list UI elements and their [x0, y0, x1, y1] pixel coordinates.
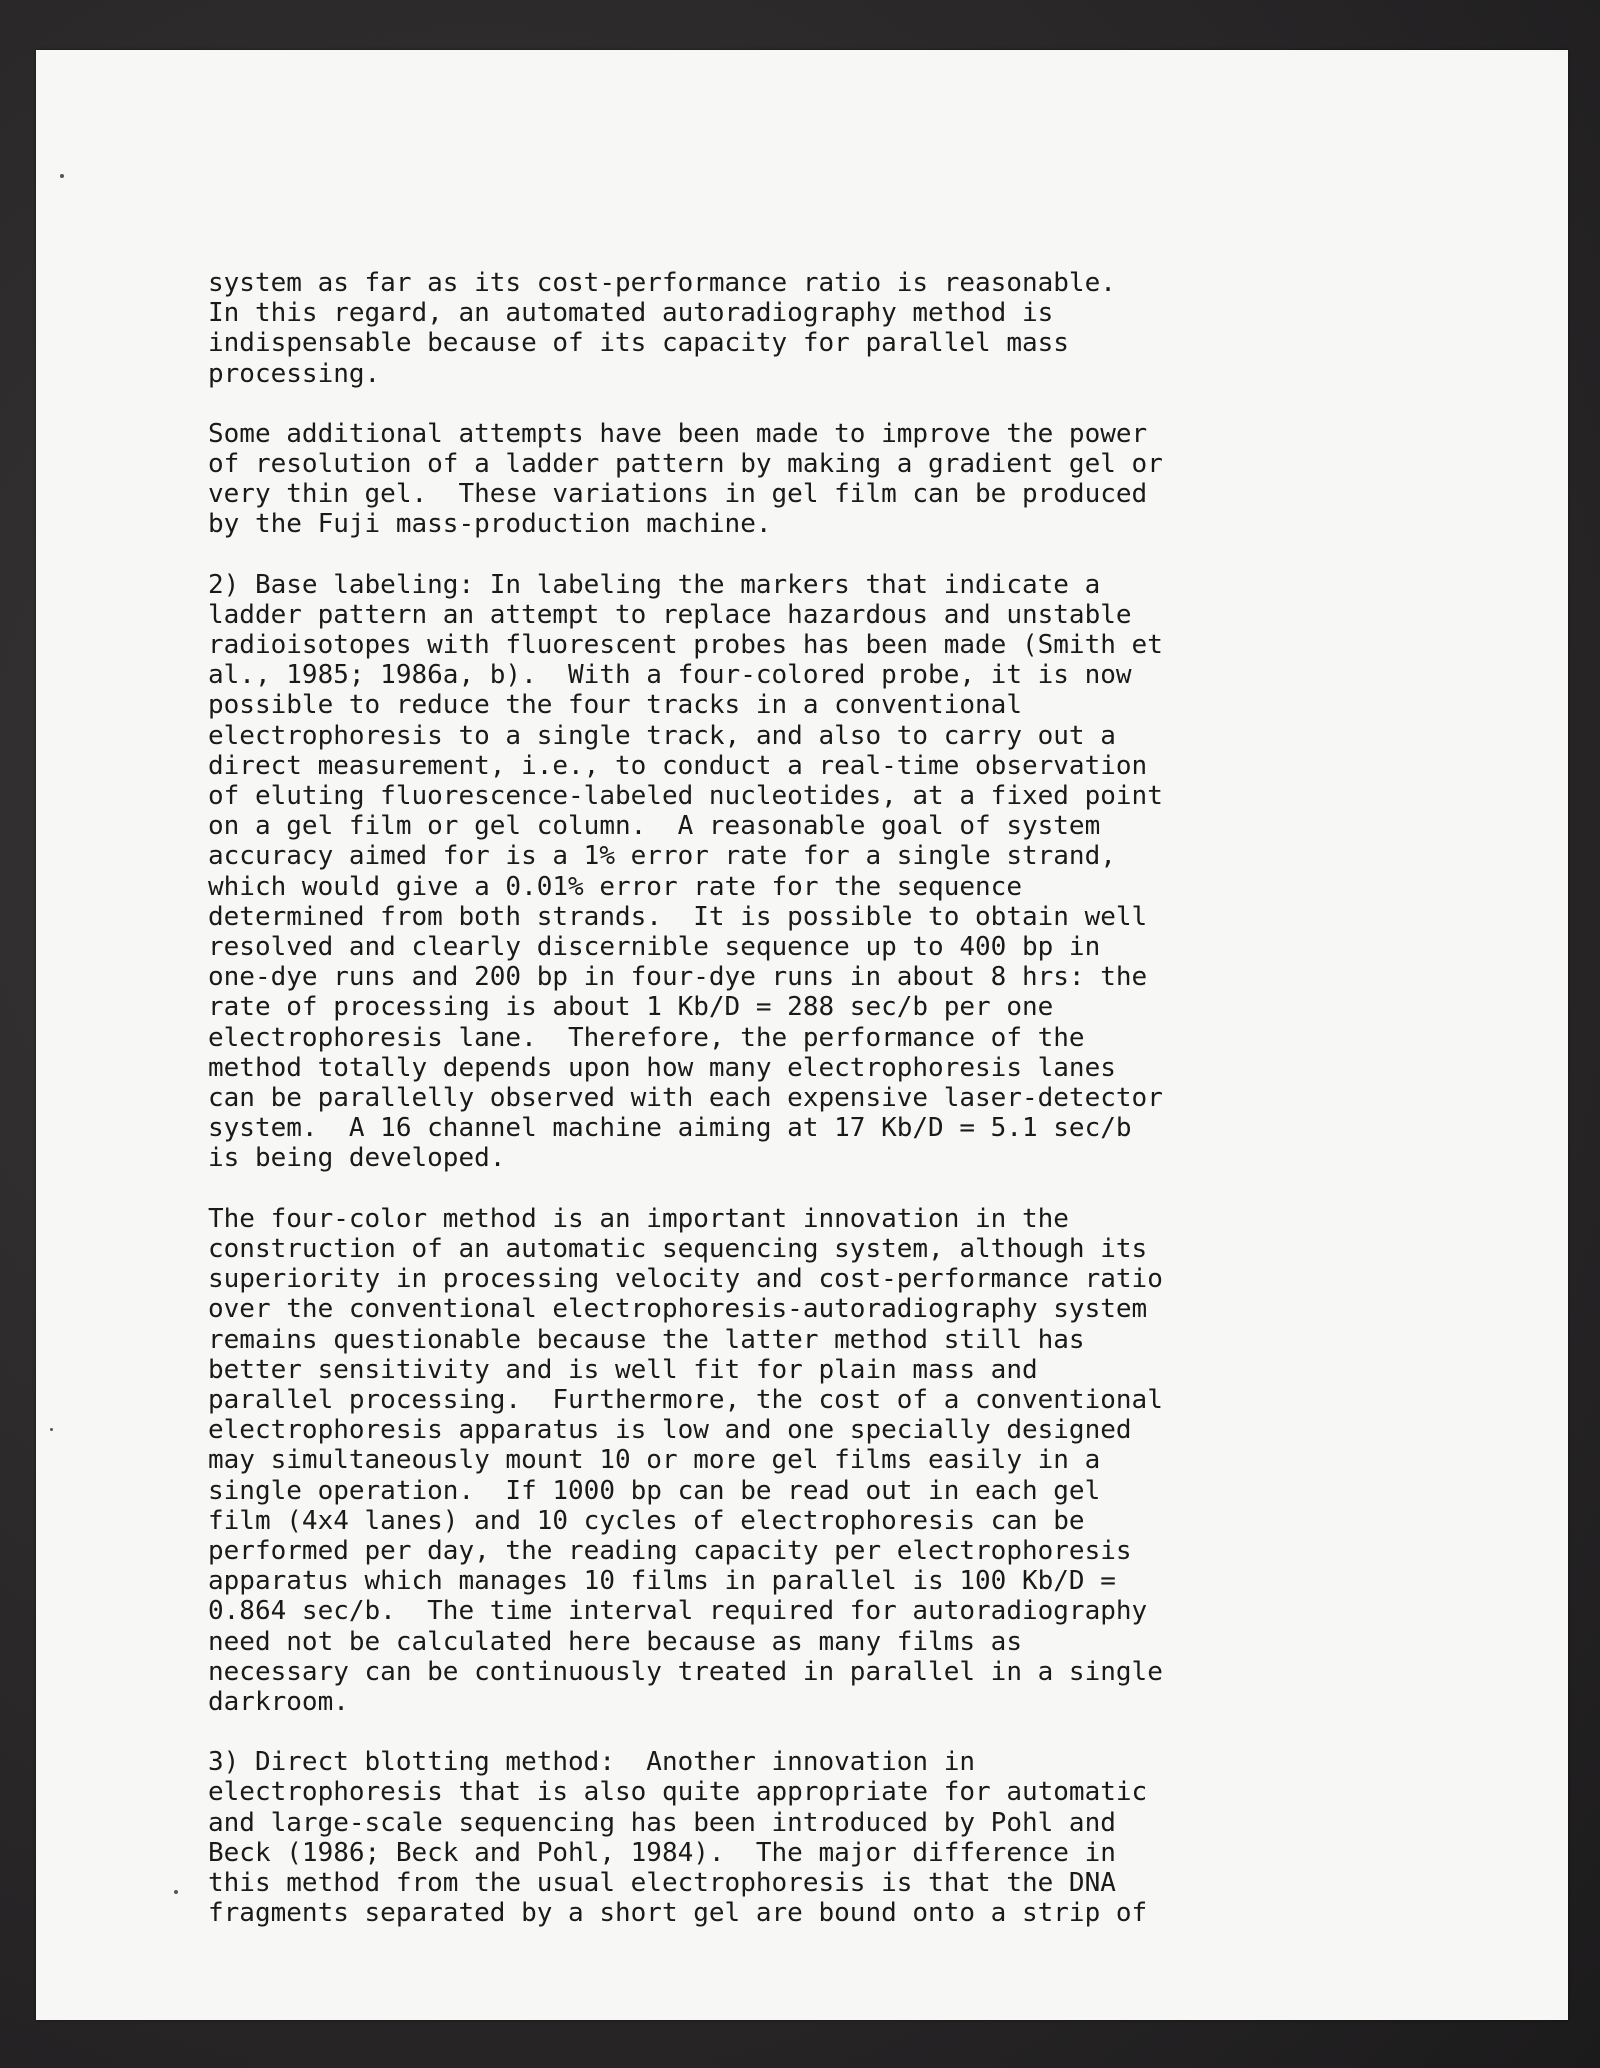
text-line: fragments separated by a short gel are bound onto a strip of [208, 1898, 1148, 1929]
text-line: The four-color method is an important innovation in the [208, 1203, 1069, 1234]
text-line: on a gel film or gel column. A reasonable goal of system [208, 811, 1101, 842]
text-line: need not be calculated here because as many films as [208, 1626, 1022, 1657]
paper-speck [50, 1428, 53, 1431]
text-line: parallel processing. Furthermore, the cost of a conventional [208, 1384, 1163, 1415]
text-line: Some additional attempts have been made to improve the power [208, 418, 1148, 449]
paper-speck [60, 174, 64, 178]
text-line: of eluting fluorescence-labeled nucleotides, at a fixed point [208, 781, 1163, 812]
text-line: 0.864 sec/b. The time interval required for autoradiography [208, 1596, 1148, 1627]
text-line: accuracy aimed for is a 1% error rate for a single strand, [208, 841, 1116, 872]
text-line: darkroom. [208, 1686, 349, 1717]
text-line: performed per day, the reading capacity per electrophoresis [208, 1535, 1132, 1566]
text-line: is being developed. [208, 1143, 506, 1174]
text-line: 2) Base labeling: In labeling the markers that indicate a [208, 569, 1101, 600]
text-line: electrophoresis apparatus is low and one specially designed [208, 1415, 1132, 1446]
text-line: electrophoresis that is also quite appropriate for automatic [208, 1777, 1148, 1808]
text-line: by the Fuji mass-production machine. [208, 509, 772, 540]
text-line: over the conventional electrophoresis-autoradiography system [208, 1294, 1148, 1325]
text-line: and large-scale sequencing has been introduced by Pohl and [208, 1807, 1116, 1838]
text-line: this method from the usual electrophoresis is that the DNA [208, 1867, 1116, 1898]
text-line: ladder pattern an attempt to replace hazardous and unstable [208, 599, 1132, 630]
text-line: possible to reduce the four tracks in a conventional [208, 690, 1022, 721]
text-line: necessary can be continuously treated in parallel in a single [208, 1656, 1163, 1687]
text-line: electrophoresis lane. Therefore, the performance of the [208, 1022, 1085, 1053]
text-line: very thin gel. These variations in gel film can be produced [208, 479, 1148, 510]
text-line: of resolution of a ladder pattern by making a gradient gel or [208, 449, 1163, 480]
paragraph [208, 1747, 1338, 1928]
text-line: single operation. If 1000 bp can be read out in each gel [208, 1475, 1101, 1506]
body-text [208, 268, 1338, 1958]
text-line: determined from both strands. It is possible to obtain well [208, 901, 1148, 932]
text-line: can be parallelly observed with each expensive laser-detector [208, 1083, 1163, 1114]
text-line: radioisotopes with fluorescent probes has been made (Smith et [208, 630, 1163, 661]
text-line: al., 1985; 1986a, b). With a four-colored probe, it is now [208, 660, 1132, 691]
text-line: system as far as its cost-performance ratio is reasonable. [208, 268, 1116, 298]
text-line: In this regard, an automated autoradiography method is [208, 298, 1054, 329]
text-line: one-dye runs and 200 bp in four-dye runs in about 8 hrs: the [208, 962, 1148, 993]
text-line: better sensitivity and is well fit for plain mass and [208, 1354, 1038, 1385]
text-line: method totally depends upon how many electrophoresis lanes [208, 1052, 1116, 1083]
text-line: direct measurement, i.e., to conduct a real-time observation [208, 750, 1148, 781]
text-line: remains questionable because the latter method still has [208, 1324, 1085, 1355]
text-line: which would give a 0.01% error rate for the sequence [208, 871, 1022, 902]
text-line: indispensable because of its capacity for parallel mass [208, 328, 1069, 359]
text-line: resolved and clearly discernible sequence up to 400 bp in [208, 932, 1101, 963]
paragraph [208, 1204, 1338, 1717]
text-line: Beck (1986; Beck and Pohl, 1984). The major difference in [208, 1837, 1116, 1868]
text-line: construction of an automatic sequencing system, although its [208, 1233, 1148, 1264]
paragraph [208, 419, 1338, 540]
text-line: rate of processing is about 1 Kb/D = 288 sec/b per one [208, 992, 1054, 1023]
text-line: apparatus which manages 10 films in parallel is 100 Kb/D = [208, 1566, 1116, 1597]
text-line: film (4x4 lanes) and 10 cycles of electrophoresis can be [208, 1505, 1085, 1536]
text-line: may simultaneously mount 10 or more gel films easily in a [208, 1445, 1101, 1476]
paper-speck [174, 1890, 178, 1894]
text-line: processing. [208, 358, 381, 389]
text-line: superiority in processing velocity and cost-performance ratio [208, 1264, 1163, 1295]
paragraph [208, 268, 1338, 389]
text-line: system. A 16 channel machine aiming at 17 Kb/D = 5.1 sec/b [208, 1113, 1132, 1144]
text-line: 3) Direct blotting method: Another innovation in [208, 1747, 976, 1778]
text-line: electrophoresis to a single track, and also to carry out a [208, 720, 1116, 751]
paragraph [208, 570, 1338, 1174]
